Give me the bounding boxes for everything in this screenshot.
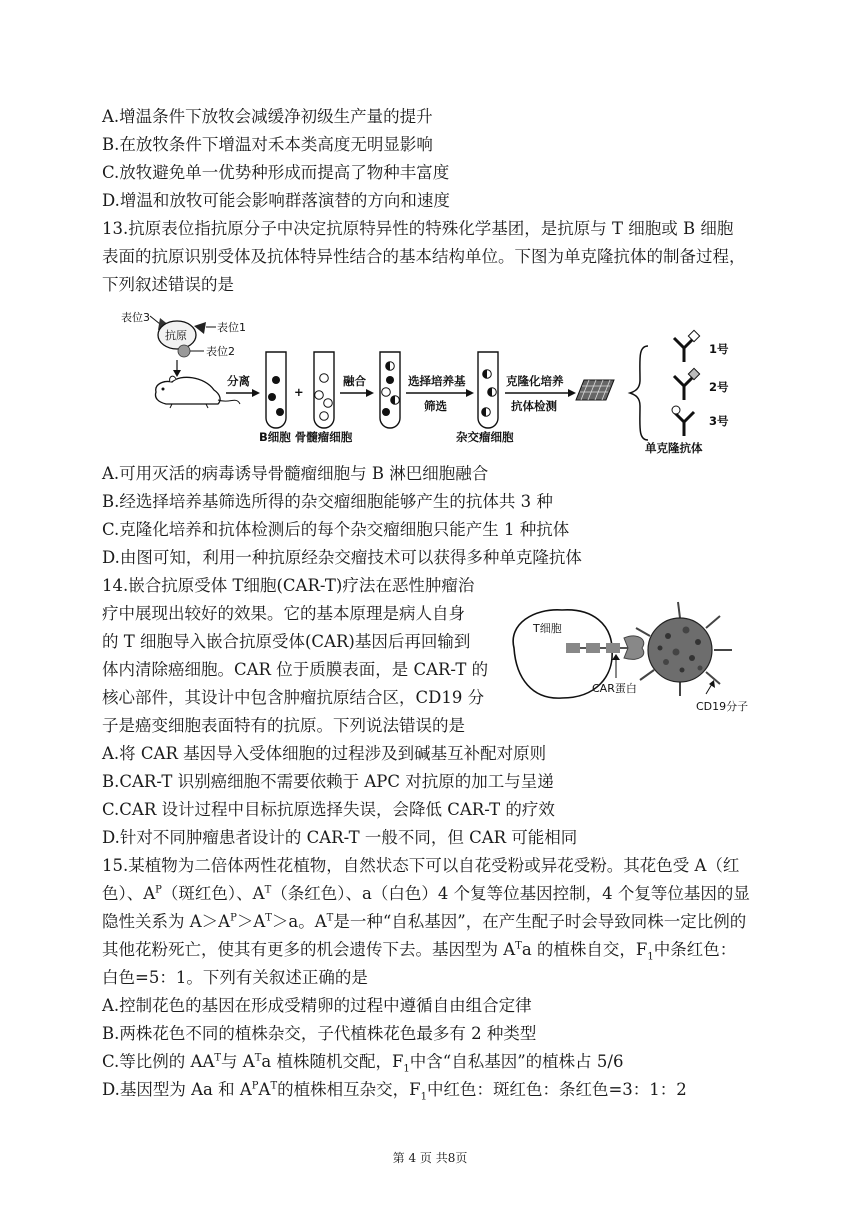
q12-option-c: C.放牧避免单一优势种形成而提高了物种丰富度 [102, 163, 450, 182]
q14-option-c: C.CAR 设计过程中目标抗原选择失误，会降低 CAR-T 的疗效 [102, 800, 555, 819]
q15-s3e: ＞a。A [271, 912, 327, 931]
q13-stem-line-3: 下列叙述错误的是 [102, 275, 234, 294]
clone-culture-label: 克隆化培养 [506, 374, 564, 388]
antibody-test-label: 抗体检测 [511, 399, 557, 413]
t-cell-label: T细胞 [533, 622, 562, 635]
q15-s3b: P [230, 912, 237, 924]
q14-stem-line-5: 核心部件，其设计中包含肿瘤抗原结合区，CD19 分 [102, 688, 485, 707]
q15-od7: 中红色：斑红色：条红色=3：1：2 [426, 1080, 687, 1099]
q15-option-b: B.两株花色不同的植株杂交，子代植株花色最多有 2 种类型 [102, 1024, 537, 1043]
q15-option-d [102, 1079, 687, 1101]
q15-od6: 1 [420, 1091, 427, 1103]
antibody-2-label: 2号 [709, 380, 729, 394]
q15-oc4: T [254, 1052, 262, 1064]
q15-s4c: a 的植株自交，F [521, 940, 648, 959]
q15-s4e: 中条红色： [653, 940, 737, 959]
q15-od2: P [251, 1080, 259, 1092]
q15-s3f: T [326, 912, 334, 924]
myeloma-tube [314, 352, 334, 428]
q13-option-b: B.经选择培养基筛选所得的杂交瘤细胞能够产生的抗体共 3 种 [102, 492, 553, 511]
q15-s3a: 隐性关系为 A＞A [102, 912, 231, 931]
q15-stem-line-3 [102, 911, 746, 933]
q15-s2e: （条红色）、a（白色）4 个复等位基因控制，4 个复等位基因的显 [271, 884, 750, 903]
monoclonal-antibody-diagram [0, 300, 860, 460]
cancer-cell-icon [636, 602, 732, 696]
b-cell-tube [266, 352, 286, 428]
q13-stem-line-2: 表面的抗原识别受体及抗体特异性结合的基本结构单位。下图为单克隆抗体的制备过程， [102, 247, 746, 266]
q15-s2a: 色）、A [102, 884, 156, 903]
q14-option-d: D.针对不同肿瘤患者设计的 CAR-T 一般不同，但 CAR 可能相同 [102, 828, 578, 847]
q15-s2c: （斑红色）、A [161, 884, 265, 903]
cd19-label: CD19分子 [696, 700, 749, 713]
epitope-3-label: 表位3 [121, 311, 150, 324]
q15-s4b: T [515, 940, 522, 952]
hybridoma-tube [478, 352, 498, 428]
antibody-1-label: 1号 [709, 342, 729, 356]
q15-od5: 的植株相互杂交，F [277, 1080, 421, 1099]
separate-label: 分离 [227, 374, 250, 388]
car-protein-label: CAR蛋白 [592, 682, 637, 695]
antibody-1-icon [674, 330, 700, 362]
q15-s3g: 是一种“自私基因”，在产生配子时会导致同株一定比例的 [333, 912, 747, 931]
q14-stem-line-2: 疗中展现出较好的效果。它的基本原理是病人自身 [102, 604, 465, 623]
q15-option-c [102, 1051, 623, 1073]
q12-option-d: D.增温和放牧可能会影响群落演替的方向和速度 [102, 191, 450, 210]
q15-oc7: 中含“自私基因”的植株占 5/6 [409, 1052, 624, 1071]
car-t-diagram [500, 596, 790, 718]
antigen-label: 抗原 [165, 329, 187, 342]
antibody-3-icon [672, 406, 694, 436]
q15-s4a: 其他花粉死亡，使其有更多的机会遗传下去。基因型为 A [102, 940, 516, 959]
q15-s3d: T [265, 912, 272, 924]
q13-option-d: D.由图可知，利用一种抗原经杂交瘤技术可以获得多种单克隆抗体 [102, 548, 582, 567]
q13-stem-line-1: 13.抗原表位指抗原分子中决定抗原特异性的特殊化学基团，是抗原与 T 细胞或 B 细胞 [102, 219, 734, 238]
hybridoma-label: 杂交瘤细胞 [456, 430, 514, 444]
q15-s2b: P [155, 884, 162, 896]
selective-medium-label: 选择培养基 [408, 374, 466, 388]
q15-od1: D.基因型为 Aa 和 A [102, 1080, 252, 1099]
q15-oc3: 与 A [221, 1052, 255, 1071]
q15-stem-line-2 [102, 883, 750, 905]
q14-stem-line-4: 体内清除癌细胞。CAR 位于质膜表面，是 CAR-T 的 [102, 660, 489, 679]
q15-option-a: A.控制花色的基因在形成受精卵的过程中遵循自由组合定律 [102, 996, 532, 1015]
antibody-2-icon [674, 368, 700, 400]
page-footer: 第 4 页 共8页 [392, 1151, 468, 1165]
q15-s3c: ＞A [236, 912, 266, 931]
q13-option-a: A.可用灭活的病毒诱导骨髓瘤细胞与 B 淋巴细胞融合 [102, 464, 489, 483]
well-plate-icon [576, 380, 614, 400]
fused-cell-tube [380, 352, 400, 428]
q13-option-c: C.克隆化培养和抗体检测后的每个杂交瘤细胞只能产生 1 种抗体 [102, 520, 570, 539]
q15-oc2: T [214, 1052, 222, 1064]
plus-sign: + [294, 385, 304, 399]
q14-option-b: B.CAR-T 识别癌细胞不需要依赖于 APC 对抗原的加工与呈递 [102, 772, 554, 791]
epitope-1-label: 表位1 [217, 321, 246, 334]
q15-od4: T [270, 1080, 278, 1092]
q12-option-b: B.在放牧条件下增温对禾本类高度无明显影响 [102, 135, 433, 154]
q14-stem-line-1: 14.嵌合抗原受体 T细胞(CAR-T)疗法在恶性肿瘤治 [102, 576, 475, 595]
fuse-label: 融合 [343, 374, 366, 388]
q15-s1: 15.某植物为二倍体两性花植物，自然状态下可以自花受粉或异花受粉。其花色受 A（红 [102, 856, 740, 875]
q15-s2d: T [264, 884, 272, 896]
q15-od3: A [258, 1080, 271, 1099]
q15-oc1: C.等比例的 AA [102, 1052, 215, 1071]
antibody-3-label: 3号 [709, 414, 729, 428]
q15-stem-line-5: 白色=5：1。下列有关叙述正确的是 [102, 968, 368, 987]
q14-stem-line-3: 的 T 细胞导入嵌合抗原受体(CAR)基因后再回输到 [102, 632, 471, 651]
q15-oc5: a 植株随机交配，F [261, 1052, 404, 1071]
q15-oc6: 1 [403, 1063, 410, 1075]
b-cell-myeloma-label: B细胞 骨髓瘤细胞 [259, 430, 353, 444]
mab-label: 单克隆抗体 [645, 441, 703, 455]
screen-label: 筛选 [424, 399, 447, 413]
q14-stem-line-6: 子是癌变细胞表面特有的抗原。下列说法错误的是 [102, 716, 465, 735]
epitope-2-label: 表位2 [206, 345, 235, 358]
q12-option-a: A.增温条件下放牧会减缓净初级生产量的提升 [102, 107, 433, 126]
q15-stem-line-1 [102, 855, 739, 877]
q15-s4d: 1 [647, 951, 654, 963]
q15-stem-line-4 [102, 939, 736, 961]
q14-option-a: A.将 CAR 基因导入受体细胞的过程涉及到碱基互补配对原则 [102, 744, 547, 763]
